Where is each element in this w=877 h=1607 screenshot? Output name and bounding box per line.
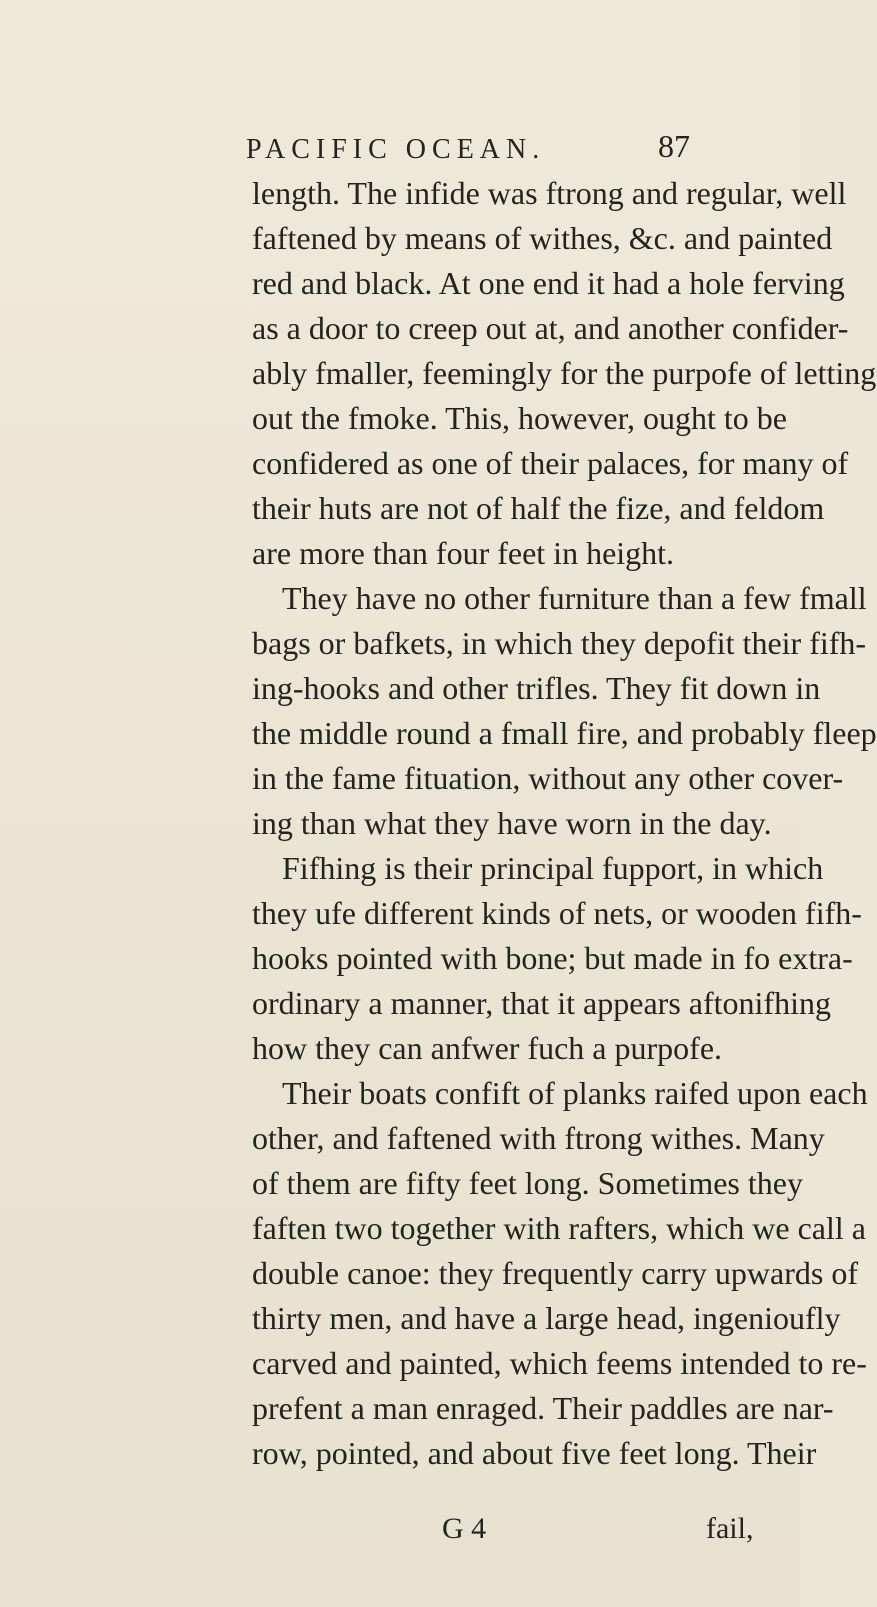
text-line: faftened by means of withes, &c. and painted — [252, 220, 833, 256]
text-line: carved and painted, which feems intended to re- — [252, 1345, 867, 1381]
text-line: are more than four feet in height. — [252, 535, 675, 571]
text-line: thirty men, and have a large head, ingenioufly — [252, 1300, 841, 1336]
text-line: faften two together with rafters, which we call a — [252, 1210, 866, 1246]
text-line: bags or bafkets, in which they depofit their fifh- — [252, 625, 867, 661]
text-line: confidered as one of their palaces, for many of — [252, 445, 849, 481]
text-line: how they can anfwer fuch a purpofe. — [252, 1030, 723, 1066]
text-line: ably fmaller, feemingly for the purpofe of letting — [252, 355, 877, 391]
running-head — [0, 128, 800, 172]
text-line: out the fmoke. This, however, ought to be — [252, 400, 787, 436]
page-number: 87 — [658, 128, 690, 164]
text-line: ing-hooks and other trifles. They fit down in — [252, 670, 821, 706]
text-line: other, and faftened with ftrong withes. Many — [252, 1120, 825, 1156]
text-line: they ufe different kinds of nets, or wooden fifh- — [252, 895, 862, 931]
text-line: prefent a man enraged. Their paddles are nar- — [252, 1390, 834, 1426]
text-line: of them are fifty feet long. Sometimes they — [252, 1165, 803, 1201]
text-line: row, pointed, and about five feet long. Their — [252, 1435, 817, 1471]
text-line: double canoe: they frequently carry upwards of — [252, 1255, 858, 1291]
text-line: the middle round a fmall fire, and probably fleep — [252, 715, 877, 751]
text-line: in the fame fituation, without any other cover- — [252, 760, 844, 796]
paragraph-start-line: They have no other furniture than a few fmall — [282, 580, 867, 616]
text-line: ordinary a manner, that it appears aftonifhing — [252, 985, 831, 1021]
catchword: fail, — [706, 1512, 754, 1545]
running-title: PACIFIC OCEAN. — [246, 134, 546, 165]
page-footer — [0, 1512, 800, 1554]
signature-mark: G 4 — [442, 1512, 487, 1545]
text-line: ing than what they have worn in the day. — [252, 805, 772, 841]
text-line: red and black. At one end it had a hole ferving — [252, 265, 845, 301]
text-line: length. The infide was ftrong and regular, well — [252, 175, 847, 211]
text-line: hooks pointed with bone; but made in fo extra- — [252, 940, 853, 976]
text-line: their huts are not of half the fize, and feldom — [252, 490, 825, 526]
paragraph-start-line: Their boats confift of planks raifed upon each — [282, 1075, 868, 1111]
paragraph-start-line: Fifhing is their principal fupport, in which — [282, 850, 824, 886]
text-line: as a door to creep out at, and another confider- — [252, 310, 849, 346]
